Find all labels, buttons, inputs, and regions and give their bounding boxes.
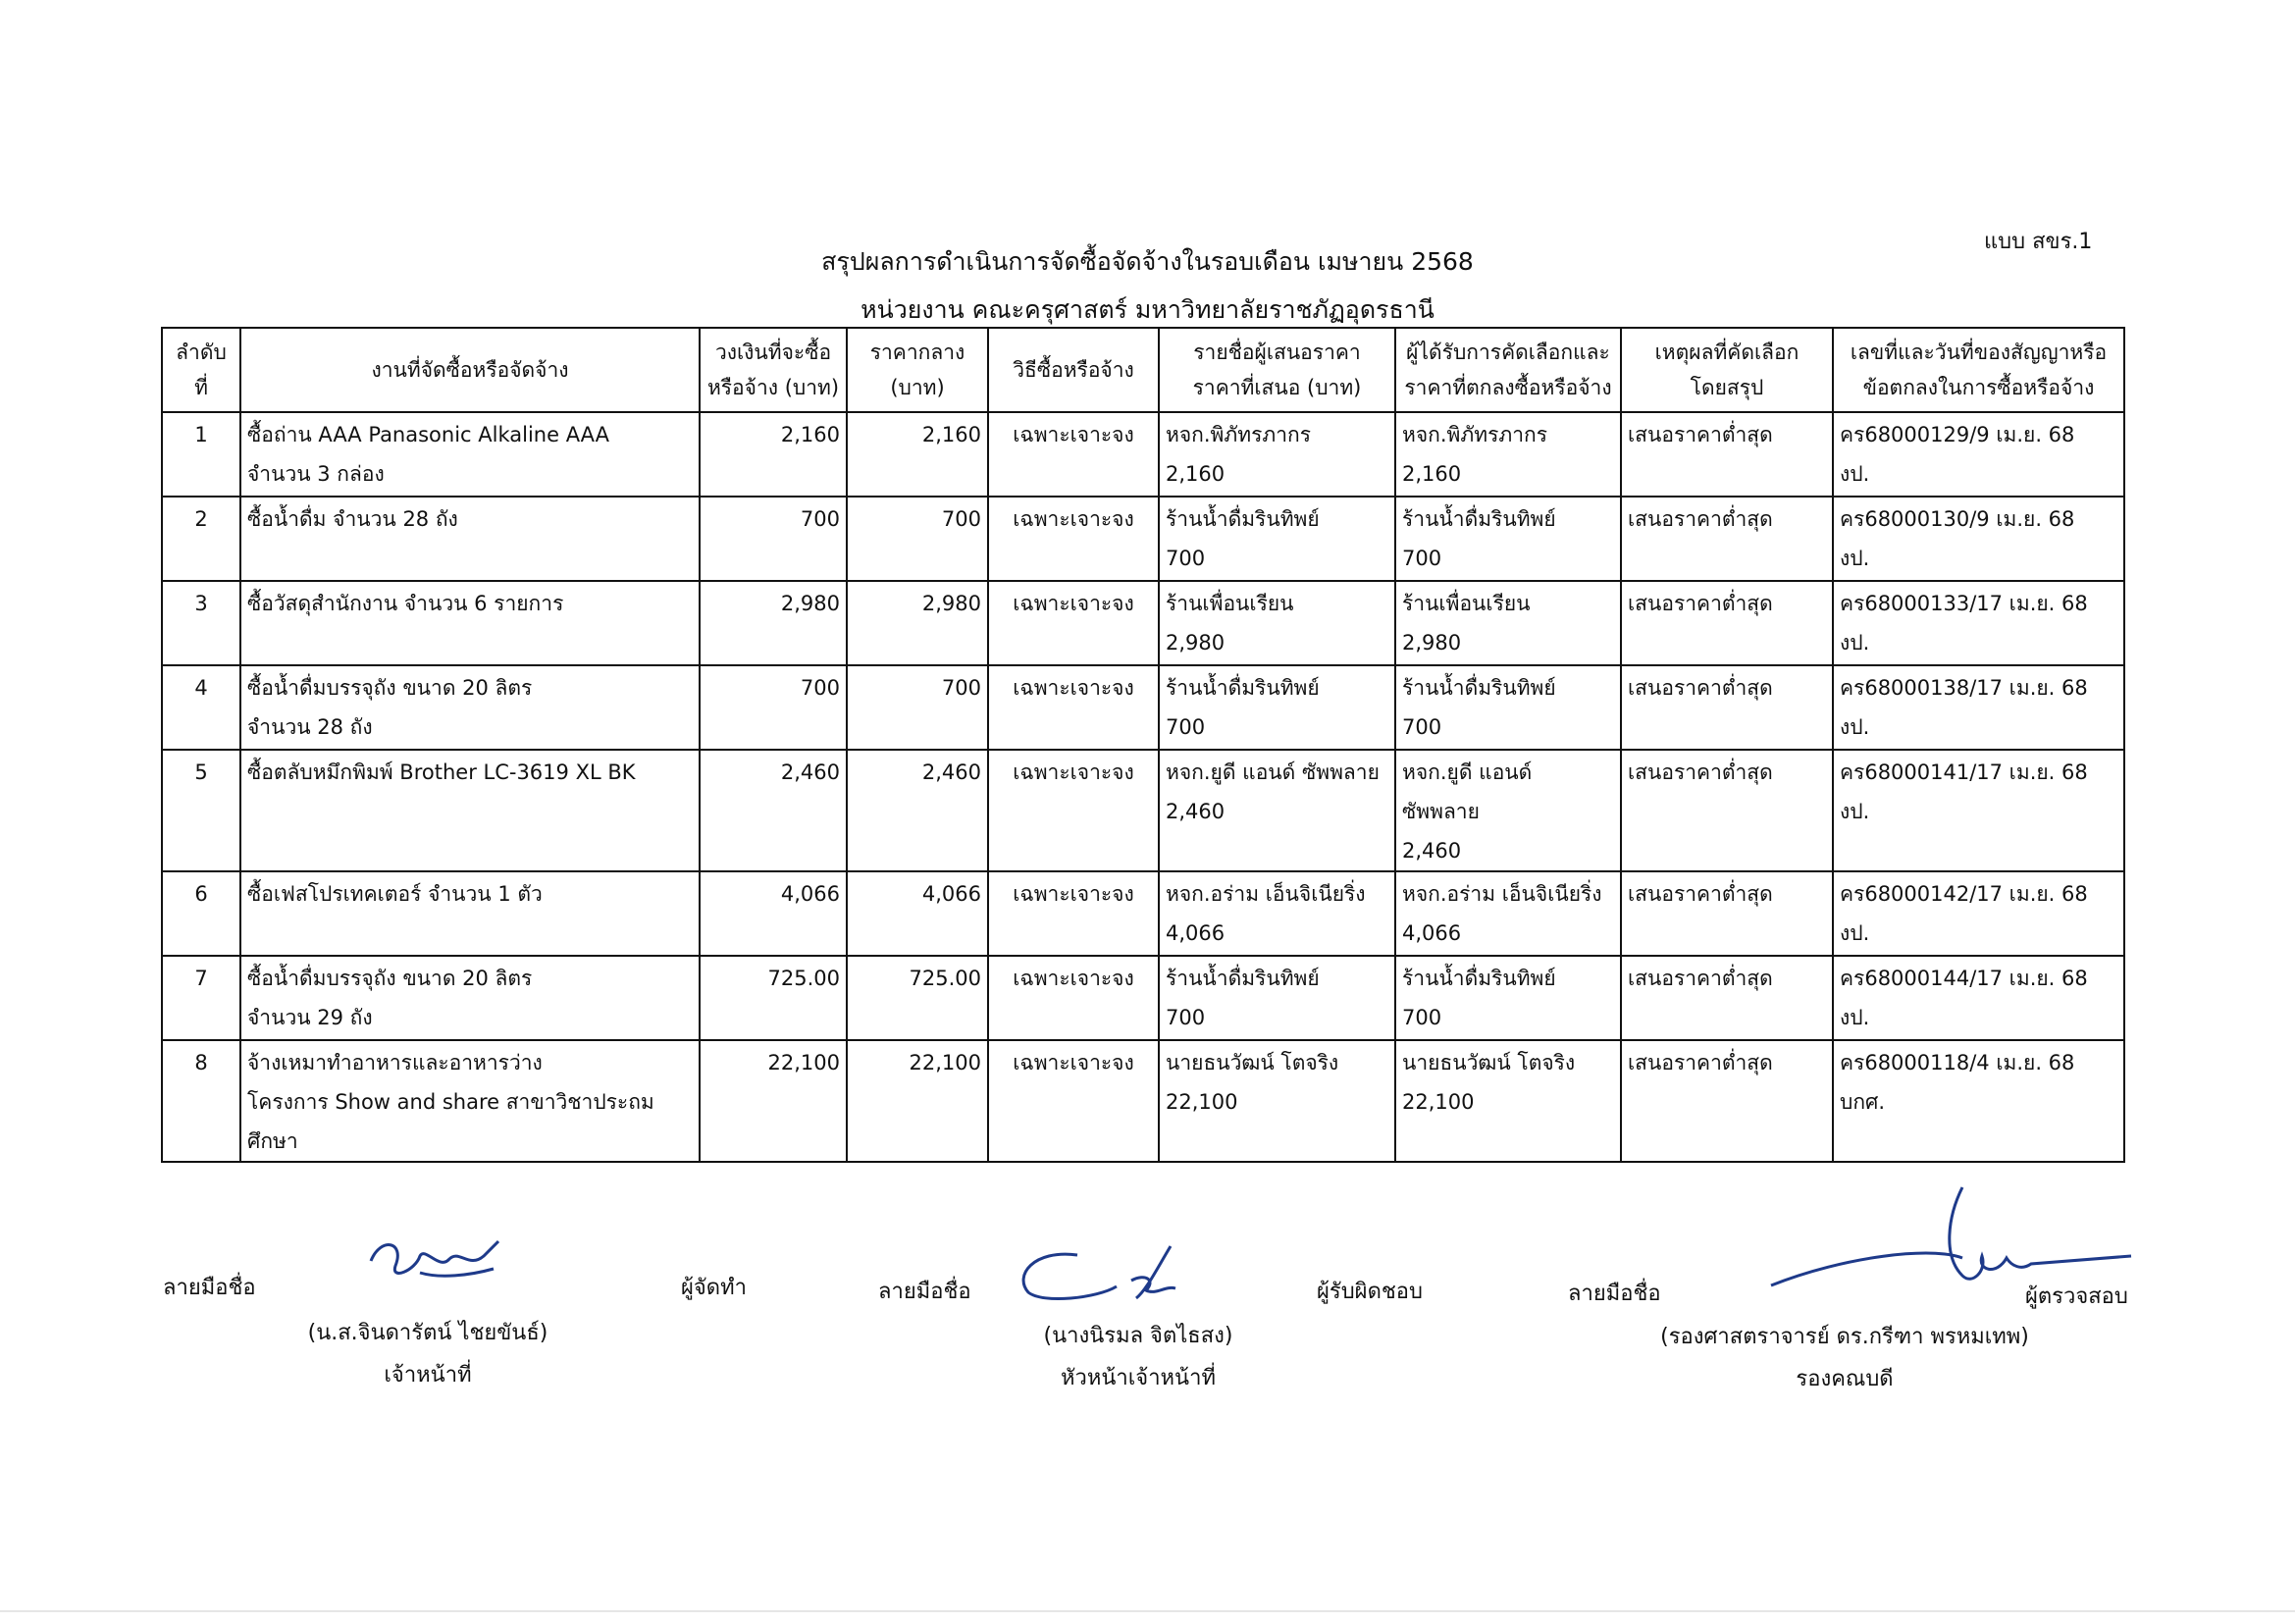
cell-item: ซื้อวัสดุสำนักงาน จำนวน 6 รายการ (240, 581, 700, 665)
document-title: สรุปผลการดำเนินการจัดซื้อจัดจ้างในรอบเดือน เมษายน 2568 (821, 247, 1474, 276)
cell-budget: 2,160 (700, 412, 847, 497)
cell-budget: 725.00 (700, 956, 847, 1040)
cell-bidder: ร้านเพื่อนเรียน 2,980 (1159, 581, 1395, 665)
cell-method: เฉพาะเจาะจง (988, 665, 1159, 750)
cell-budget: 22,100 (700, 1040, 847, 1162)
responsible-signature-label: ลายมือชื่อ (878, 1280, 971, 1304)
table-row (162, 665, 2124, 750)
table-row (162, 581, 2124, 665)
cell-no: 5 (162, 750, 240, 871)
cell-contract: คร68000142/17 เม.ย. 68 งป. (1833, 871, 2124, 956)
cell-selected: หจก.ยูดี แอนด์ ซัพพลาย 2,460 (1395, 750, 1621, 871)
cell-reason: เสนอราคาต่ำสุด (1621, 581, 1833, 665)
preparer-signature-label: ลายมือชื่อ (163, 1276, 256, 1300)
cell-contract: คร68000138/17 เม.ย. 68 งป. (1833, 665, 2124, 750)
cell-selected: ร้านน้ำดื่มรินทิพย์ 700 (1395, 665, 1621, 750)
responsible-duty: ผู้รับผิดชอบ (1317, 1280, 1423, 1304)
cell-contract: คร68000141/17 เม.ย. 68 งป. (1833, 750, 2124, 871)
responsible-position: หัวหน้าเจ้าหน้าที่ (1061, 1366, 1216, 1390)
header-contract: เลขที่และวันที่ของสัญญาหรือ ข้อตกลงในการซื้อหรือจ้าง (1833, 328, 2124, 412)
cell-median-price: 2,160 (847, 412, 988, 497)
inspector-signature-label: ลายมือชื่อ (1568, 1282, 1661, 1306)
cell-item: ซื้อตลับหมึกพิมพ์ Brother LC-3619 XL BK (240, 750, 700, 871)
cell-bidder: ร้านน้ำดื่มรินทิพย์ 700 (1159, 665, 1395, 750)
cell-bidder: หจก.อร่าม เอ็นจิเนียริ่ง 4,066 (1159, 871, 1395, 956)
cell-median-price: 2,460 (847, 750, 988, 871)
cell-budget: 700 (700, 497, 847, 581)
table-row (162, 412, 2124, 497)
cell-budget: 2,980 (700, 581, 847, 665)
cell-median-price: 2,980 (847, 581, 988, 665)
header-median-price: ราคากลาง (บาท) (847, 328, 988, 412)
cell-median-price: 700 (847, 665, 988, 750)
header-no: ลำดับ ที่ (162, 328, 240, 412)
cell-selected: ร้านน้ำดื่มรินทิพย์ 700 (1395, 956, 1621, 1040)
cell-budget: 700 (700, 665, 847, 750)
cell-bidder: หจก.พิภัทรภากร 2,160 (1159, 412, 1395, 497)
preparer-duty: ผู้จัดทำ (681, 1276, 747, 1300)
cell-contract: คร68000130/9 เม.ย. 68 งป. (1833, 497, 2124, 581)
table-header-row (162, 328, 2124, 412)
cell-median-price: 725.00 (847, 956, 988, 1040)
cell-item: ซื้อเฟสโปรเทคเตอร์ จำนวน 1 ตัว (240, 871, 700, 956)
cell-contract: คร68000118/4 เม.ย. 68 บกศ. (1833, 1040, 2124, 1162)
table-row (162, 956, 2124, 1040)
cell-item: ซื้อน้ำดื่มบรรจุถัง ขนาด 20 ลิตร จำนวน 28 ถัง (240, 665, 700, 750)
cell-method: เฉพาะเจาะจง (988, 750, 1159, 871)
cell-bidder: หจก.ยูดี แอนด์ ซัพพลาย 2,460 (1159, 750, 1395, 871)
cell-median-price: 4,066 (847, 871, 988, 956)
cell-no: 2 (162, 497, 240, 581)
cell-reason: เสนอราคาต่ำสุด (1621, 412, 1833, 497)
cell-reason: เสนอราคาต่ำสุด (1621, 497, 1833, 581)
responsible-signature (1009, 1241, 1205, 1310)
inspector-name: (รองศาสตราจารย์ ดร.กรีฑา พรหมเทพ) (1660, 1325, 2029, 1349)
header-reason: เหตุผลที่คัดเลือก โดยสรุป (1621, 328, 1833, 412)
header-item: งานที่จัดซื้อหรือจัดจ้าง (240, 328, 700, 412)
cell-contract: คร68000144/17 เม.ย. 68 งป. (1833, 956, 2124, 1040)
cell-bidder: นายธนวัฒน์ โตจริง 22,100 (1159, 1040, 1395, 1162)
header-bidders: รายชื่อผู้เสนอราคา ราคาที่เสนอ (บาท) (1159, 328, 1395, 412)
cell-no: 8 (162, 1040, 240, 1162)
agency-subtitle: หน่วยงาน คณะครุศาสตร์ มหาวิทยาลัยราชภัฏอุดรธานี (861, 295, 1434, 324)
inspector-duty: ผู้ตรวจสอบ (2025, 1284, 2128, 1309)
cell-method: เฉพาะเจาะจง (988, 497, 1159, 581)
cell-no: 6 (162, 871, 240, 956)
cell-budget: 4,066 (700, 871, 847, 956)
cell-item: จ้างเหมาทำอาหารและอาหารว่าง โครงการ Show and share สาขาวิชาประถมศึกษา (240, 1040, 700, 1162)
header-budget: วงเงินที่จะซื้อ หรือจ้าง (บาท) (700, 328, 847, 412)
inspector-position: รองคณบดี (1796, 1367, 1894, 1391)
procurement-table (161, 327, 2125, 1163)
table-row (162, 750, 2124, 871)
form-code: แบบ สขร.1 (1984, 230, 2093, 254)
cell-item: ซื้อน้ำดื่มบรรจุถัง ขนาด 20 ลิตร จำนวน 29 ถัง (240, 956, 700, 1040)
cell-item: ซื้อถ่าน AAA Panasonic Alkaline AAA จำนวน 3 กล่อง (240, 412, 700, 497)
cell-no: 3 (162, 581, 240, 665)
cell-method: เฉพาะเจาะจง (988, 1040, 1159, 1162)
cell-contract: คร68000133/17 เม.ย. 68 งป. (1833, 581, 2124, 665)
cell-median-price: 700 (847, 497, 988, 581)
cell-item: ซื้อน้ำดื่ม จำนวน 28 ถัง (240, 497, 700, 581)
cell-method: เฉพาะเจาะจง (988, 581, 1159, 665)
responsible-name: (นางนิรมล จิตไธสง) (1043, 1324, 1233, 1348)
cell-budget: 2,460 (700, 750, 847, 871)
cell-reason: เสนอราคาต่ำสุด (1621, 956, 1833, 1040)
cell-selected: นายธนวัฒน์ โตจริง 22,100 (1395, 1040, 1621, 1162)
table-row (162, 871, 2124, 956)
cell-method: เฉพาะเจาะจง (988, 412, 1159, 497)
cell-no: 4 (162, 665, 240, 750)
table-row (162, 497, 2124, 581)
cell-bidder: ร้านน้ำดื่มรินทิพย์ 700 (1159, 956, 1395, 1040)
header-selected: ผู้ได้รับการคัดเลือกและ ราคาที่ตกลงซื้อหรือจ้าง (1395, 328, 1621, 412)
preparer-signature (361, 1231, 508, 1290)
cell-reason: เสนอราคาต่ำสุด (1621, 1040, 1833, 1162)
cell-reason: เสนอราคาต่ำสุด (1621, 871, 1833, 956)
cell-selected: หจก.อร่าม เอ็นจิเนียริ่ง 4,066 (1395, 871, 1621, 956)
cell-bidder: ร้านน้ำดื่มรินทิพย์ 700 (1159, 497, 1395, 581)
scan-edge-line (0, 1610, 2295, 1612)
cell-method: เฉพาะเจาะจง (988, 871, 1159, 956)
cell-no: 1 (162, 412, 240, 497)
cell-selected: หจก.พิภัทรภากร 2,160 (1395, 412, 1621, 497)
preparer-name: (น.ส.จินดารัตน์ ไชยขันธ์) (307, 1321, 548, 1345)
cell-no: 7 (162, 956, 240, 1040)
table-row (162, 1040, 2124, 1162)
header-method: วิธีซื้อหรือจ้าง (988, 328, 1159, 412)
cell-contract: คร68000129/9 เม.ย. 68 งป. (1833, 412, 2124, 497)
cell-selected: ร้านน้ำดื่มรินทิพย์ 700 (1395, 497, 1621, 581)
cell-reason: เสนอราคาต่ำสุด (1621, 750, 1833, 871)
cell-selected: ร้านเพื่อนเรียน 2,980 (1395, 581, 1621, 665)
cell-method: เฉพาะเจาะจง (988, 956, 1159, 1040)
cell-reason: เสนอราคาต่ำสุด (1621, 665, 1833, 750)
preparer-position: เจ้าหน้าที่ (384, 1363, 472, 1388)
cell-median-price: 22,100 (847, 1040, 988, 1162)
